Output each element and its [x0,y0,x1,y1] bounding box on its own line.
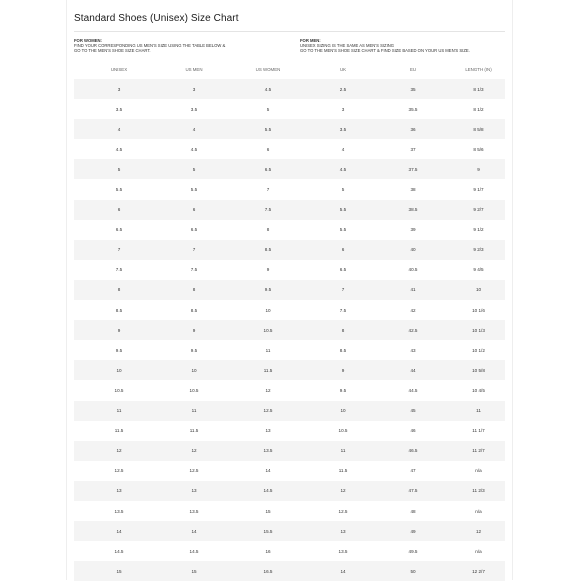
cell-uk: 8.5 [339,347,347,353]
cell-uk: 9.5 [339,387,347,393]
women-note-line: FIND YOUR CORRESPONDING US MEN'S SIZE USING THE TABLE BELOW & [74,43,226,49]
cell-unisex: 7 [117,247,121,253]
cell-uk: 3 [341,106,345,112]
table-row [74,119,505,139]
cell-us-men: 7.5 [190,267,198,273]
cell-unisex: 9 [117,327,121,333]
cell-us-women: 15.5 [263,528,273,534]
cell-length: 11 2/3 [472,488,485,494]
cell-eu: 49.5 [408,548,418,554]
cell-uk: 3.5 [339,126,347,132]
cell-us-men: 13 [191,488,197,494]
cell-us-women: 7 [266,187,270,193]
cell-uk: 5.5 [339,227,347,233]
cell-eu: 46 [410,428,416,434]
header-uk: UK [339,67,347,72]
page-left-border [66,0,67,580]
cell-unisex: 6 [117,207,121,213]
cell-length: 9 2/3 [473,247,484,253]
cell-eu: 40.5 [408,267,418,273]
chart-title: Standard Shoes (Unisex) Size Chart [74,13,239,24]
cell-us-women: 6.5 [264,166,272,172]
table-row [74,99,505,119]
cell-eu: 43 [410,347,416,353]
cell-uk: 7 [341,287,345,293]
cell-us-women: 5.5 [264,126,272,132]
header-us-women: US WOMEN [255,67,281,72]
cell-unisex: 4 [117,126,121,132]
cell-length: 10 1/3 [472,327,485,333]
cell-eu: 42.5 [408,327,418,333]
table-row [74,481,505,501]
cell-us-men: 10 [191,367,197,373]
men-note-line: GO TO THE MEN'S SHOE SIZE CHART & FIND SIZE BASED ON YOUR US MEN'S SIZE. [300,48,470,54]
table-row [74,200,505,220]
cell-uk: 11.5 [338,468,348,474]
cell-us-women: 12 [265,387,271,393]
cell-unisex: 8 [117,287,121,293]
cell-us-men: 12 [191,448,197,454]
table-row [74,461,505,481]
cell-length: 11 2/7 [472,448,485,454]
cell-us-men: 4.5 [190,146,198,152]
header-us-men: US MEN [185,67,203,72]
cell-us-women: 12.5 [263,408,273,414]
cell-us-women: 4.5 [264,86,272,92]
cell-us-men: 13.5 [189,508,199,514]
cell-length: 10 5/8 [472,367,485,373]
cell-length: 9 1/7 [473,187,484,193]
cell-unisex: 10.5 [114,387,124,393]
table-row [74,280,505,300]
cell-uk: 10 [340,408,346,414]
cell-unisex: 12.5 [114,468,124,474]
cell-us-women: 14.5 [263,488,273,494]
women-note-heading: FOR WOMEN: [74,38,102,43]
header-eu: EU [409,67,417,72]
cell-us-men: 11 [191,408,197,414]
cell-length: 10 4/5 [472,387,485,393]
cell-eu: 38.5 [408,207,418,213]
cell-uk: 5 [341,187,345,193]
cell-length: 8 5/8 [473,126,484,132]
cell-uk: 8 [341,327,345,333]
cell-eu: 42 [410,307,416,313]
cell-length: n/a [475,508,482,514]
women-note [74,38,225,54]
table-row [74,421,505,441]
cell-us-men: 10.5 [189,387,199,393]
cell-length: n/a [475,468,482,474]
cell-us-women: 5 [266,106,270,112]
cell-us-women: 16.5 [263,568,273,574]
cell-us-men: 4 [192,126,196,132]
cell-unisex: 7.5 [115,267,123,273]
cell-us-women: 6 [266,146,270,152]
cell-us-women: 11 [265,347,271,353]
cell-eu: 50 [410,568,416,574]
cell-length: 8 1/3 [473,86,484,92]
cell-us-women: 10 [265,307,271,313]
cell-uk: 4.5 [339,166,347,172]
cell-us-men: 7 [192,247,196,253]
table-row [74,240,505,260]
cell-uk: 14 [340,568,346,574]
cell-us-women: 7.5 [264,207,272,213]
table-row [74,501,505,521]
size-table [74,60,505,581]
cell-eu: 41 [410,287,416,293]
table-row [74,260,505,280]
page-right-border [512,0,513,580]
table-row [74,159,505,179]
men-note-heading: FOR MEN: [300,38,321,43]
men-note [300,38,470,54]
cell-unisex: 6.5 [115,227,123,233]
cell-eu: 48 [410,508,416,514]
cell-us-men: 3.5 [190,106,198,112]
cell-unisex: 4.5 [115,146,123,152]
table-row [74,521,505,541]
cell-eu: 36 [410,126,416,132]
cell-uk: 6 [341,247,345,253]
cell-us-men: 3 [192,86,196,92]
cell-unisex: 5.5 [115,187,123,193]
cell-us-women: 9 [266,267,270,273]
cell-length: 8 1/2 [473,106,484,112]
table-row [74,441,505,461]
cell-us-women: 9.5 [264,287,272,293]
cell-unisex: 15 [116,568,122,574]
cell-length: 9 [477,166,480,172]
cell-unisex: 5 [117,166,121,172]
cell-us-women: 14 [265,468,271,474]
cell-us-women: 8.5 [264,247,272,253]
cell-length: 12 2/7 [472,568,485,574]
cell-length: n/a [475,548,482,554]
cell-uk: 12.5 [338,508,348,514]
cell-unisex: 3.5 [115,106,123,112]
title-divider [74,31,505,32]
cell-us-women: 15 [265,508,271,514]
cell-us-men: 6.5 [190,227,198,233]
cell-us-women: 10.5 [263,327,273,333]
table-row [74,380,505,400]
cell-unisex: 14.5 [114,548,124,554]
cell-uk: 13 [340,528,346,534]
cell-uk: 13.5 [338,548,348,554]
cell-eu: 37 [410,146,416,152]
cell-uk: 5.5 [339,207,347,213]
cell-length: 8 5/6 [473,146,484,152]
cell-uk: 4 [341,146,345,152]
cell-uk: 10.5 [338,428,348,434]
table-row [74,179,505,199]
cell-us-men: 14 [191,528,197,534]
table-row [74,401,505,421]
cell-length: 11 1/7 [472,428,485,434]
table-row [74,541,505,561]
cell-uk: 2.5 [339,86,347,92]
cell-uk: 9 [341,367,345,373]
cell-us-women: 16 [265,548,271,554]
cell-us-men: 6 [192,207,196,213]
cell-us-women: 13.5 [263,448,273,454]
table-row [74,139,505,159]
cell-us-men: 9 [192,327,196,333]
cell-eu: 46.5 [408,448,418,454]
table-row [74,320,505,340]
cell-unisex: 13 [116,488,122,494]
cell-unisex: 12 [116,448,122,454]
cell-eu: 44.5 [408,387,418,393]
table-row [74,561,505,581]
cell-unisex: 8.5 [115,307,123,313]
cell-unisex: 14 [116,528,122,534]
men-note-line: UNISEX SIZING IS THE SAME AS MEN'S SIZING [300,43,395,49]
table-row [74,300,505,320]
cell-us-men: 15 [191,568,197,574]
cell-us-men: 12.5 [189,468,199,474]
cell-us-women: 11.5 [263,367,273,373]
cell-uk: 11 [340,448,346,454]
cell-us-women: 8 [266,227,270,233]
cell-length: 10 [475,287,482,293]
cell-unisex: 11 [116,408,122,414]
header-length: LENGTH (IN) [465,67,492,72]
cell-eu: 35.5 [408,106,418,112]
cell-unisex: 13.5 [114,508,124,514]
cell-unisex: 10 [116,367,122,373]
cell-us-men: 9.5 [190,347,198,353]
cell-eu: 44 [410,367,416,373]
table-row [74,360,505,380]
cell-us-men: 5 [192,166,196,172]
table-row [74,220,505,240]
women-note-line: GO TO THE MEN'S SHOE SIZE CHART. [74,48,151,54]
cell-eu: 47 [410,468,416,474]
cell-length: 10 1/6 [472,307,485,313]
table-row [74,79,505,99]
cell-eu: 39 [410,227,416,233]
cell-eu: 38 [410,187,416,193]
cell-length: 10 1/2 [472,347,485,353]
cell-eu: 45 [410,408,416,414]
cell-unisex: 11.5 [114,428,124,434]
cell-length: 11 [476,408,481,414]
cell-length: 9 2/7 [473,207,484,213]
cell-length: 9 4/5 [473,267,484,273]
cell-uk: 12 [340,488,346,494]
cell-uk: 6.5 [339,267,347,273]
cell-eu: 37.5 [408,166,418,172]
cell-eu: 49 [410,528,416,534]
table-row [74,340,505,360]
cell-eu: 47.5 [408,488,418,494]
cell-eu: 40 [410,247,416,253]
cell-us-men: 8.5 [190,307,198,313]
cell-us-men: 11.5 [189,428,199,434]
cell-eu: 35 [410,86,416,92]
cell-unisex: 3 [117,86,121,92]
cell-us-women: 13 [265,428,271,434]
cell-us-men: 5.5 [190,187,198,193]
header-unisex: UNISEX [110,67,128,72]
cell-length: 9 1/2 [473,227,484,233]
cell-uk: 7.5 [339,307,347,313]
cell-us-men: 14.5 [189,548,199,554]
cell-us-men: 8 [192,287,196,293]
table-header-row [74,60,505,79]
cell-length: 12 [475,528,482,534]
cell-unisex: 9.5 [115,347,123,353]
